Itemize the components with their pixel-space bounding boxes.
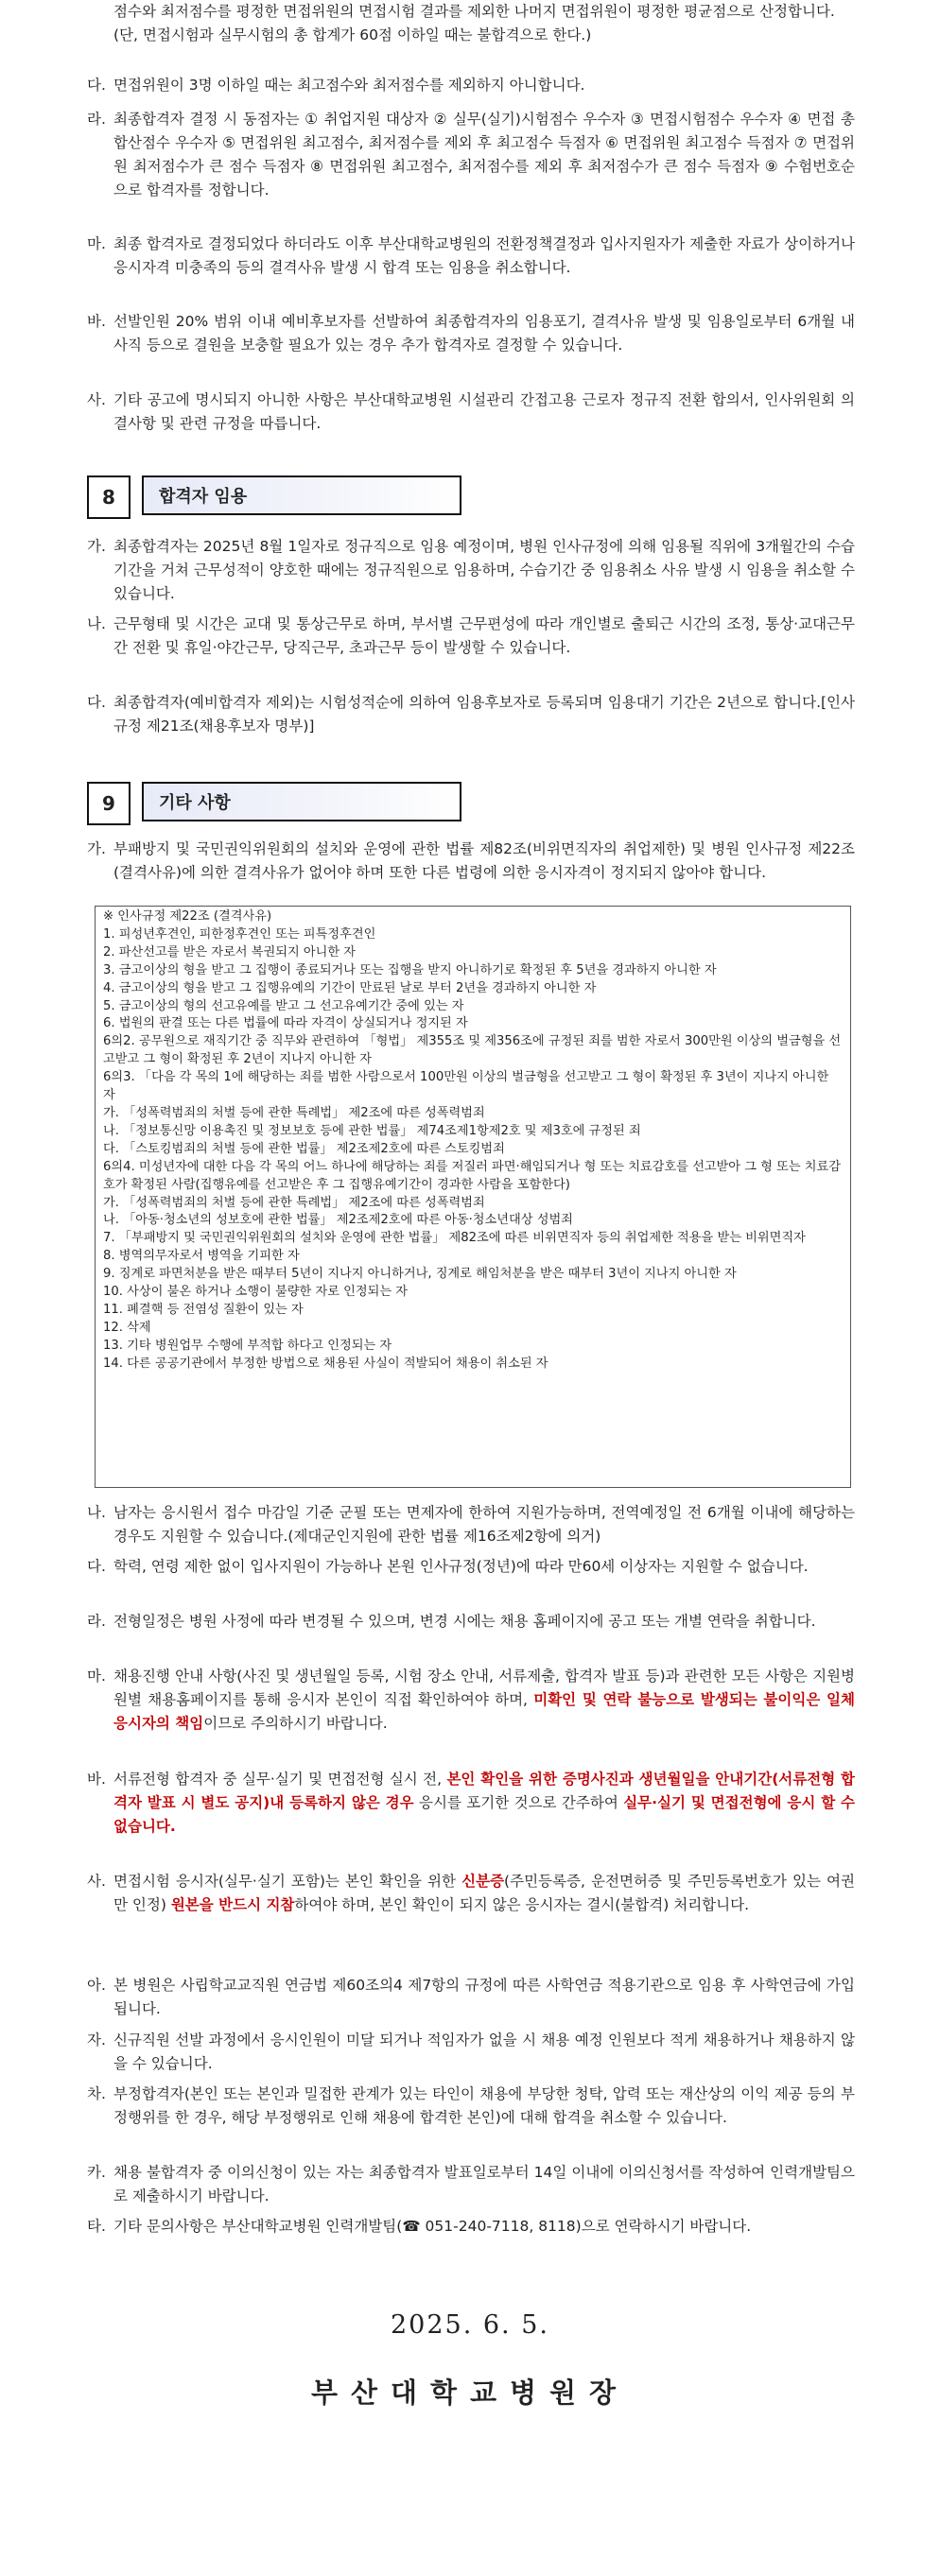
section-number: 8 — [87, 475, 131, 519]
item-marker: 사. — [87, 391, 106, 408]
section-title: 합격자 임용 — [142, 475, 461, 515]
disqualification-box — [95, 906, 851, 1488]
item-text — [113, 1768, 855, 1839]
box-line: 4. 금고이상의 형을 받고 그 집행유예의 기간이 만료된 날로 부터 2년을 경과하지 아니한 자 — [103, 980, 597, 995]
box-line: 13. 기타 병원업무 수행에 부적합 하다고 인정되는 자 — [103, 1338, 392, 1353]
item-text: 채용 불합격자 중 이의신청이 있는 자는 최종합격자 발표일로부터 14일 이내에 이의신청서를 작성하여 인력개발팀으로 제출하시기 바랍니다. — [113, 2164, 855, 2204]
item-text: 기타 공고에 명시되지 아니한 사항은 부산대학교병원 시설관리 간접고용 근로자 정규직 전환 합의서, 인사위원회 의결사항 및 관련 규정을 따릅니다. — [113, 391, 855, 432]
item-marker: 차. — [87, 2085, 106, 2102]
item-text-part: 이므로 주의하시기 바랍니다. — [203, 1715, 388, 1732]
item-marker: 다. — [87, 77, 106, 94]
item-marker: 다. — [87, 1558, 106, 1575]
item-text: 선발인원 20% 범위 이내 예비후보자를 선발하여 최종합격자의 임용포기, 결격사유 발생 및 임용일로부터 6개월 내 사직 등으로 결원을 보충할 필요가 있는 경우 추가 합격자로 결정할 수 있습니다. — [113, 313, 855, 354]
s9-item-ka — [87, 2161, 855, 2208]
item-marker: 카. — [87, 2164, 106, 2181]
s9-item-cha — [87, 2083, 855, 2130]
item-text: 기타 문의사항은 부산대학교병원 인력개발팀(☎ 051-240-7118, 8118)으로 연락하시기 바랍니다. — [113, 2218, 752, 2235]
item-da — [87, 74, 855, 97]
box-line: 5. 금고이상의 형의 선고유예를 받고 그 선고유예기간 중에 있는 자 — [103, 998, 464, 1013]
item-text: 부정합격자(본인 또는 본인과 밀접한 관계가 있는 타인이 채용에 부당한 청탁, 압력 또는 재산상의 이익 제공 등의 부정행위를 한 경우, 해당 부정행위로 인해 채용에 합격한 본인)에 대해 합격을 취소할 수 있습니다. — [113, 2085, 855, 2126]
item-marker: 마. — [87, 235, 106, 252]
item-text: 근무형태 및 시간은 교대 및 통상근무로 하며, 부서별 근무편성에 따라 개인별로 출퇴근 시간의 조정, 통상·교대근무 간 전환 및 휴일·야간근무, 당직근무, 초과근무 등이 발생할 수 있습니다. — [113, 615, 855, 656]
box-line: 6의4. 미성년자에 대한 다음 각 목의 어느 하나에 해당하는 죄를 저질러 파면·해임되거나 형 또는 치료감호를 선고받아 그 형 또는 치료감호가 확정된 사람(집행유예를 선고받은 후 그 집행유예기간이 경과한 사람을 포함한다) — [103, 1159, 841, 1192]
s9-item-ba — [87, 1768, 855, 1839]
item-marker: 나. — [87, 615, 106, 632]
item-marker: 바. — [87, 313, 106, 330]
item-text-part: 채용진행 안내 사항(사진 및 생년월일 등록, 시험 장소 안내, 서류제출, 합격자 발표 등)과 관련한 모든 사항은 지원병원별 채용홈페이지를 통해 응시자 본인이 직접 확인하여야 하며, — [113, 1668, 855, 1708]
box-line: 가. 「성폭력범죄의 처벌 등에 관한 특례법」 제2조에 따른 성폭력범죄 — [103, 1105, 485, 1120]
item-marker: 타. — [87, 2218, 106, 2235]
s9-item-ra — [87, 1610, 855, 1634]
box-line: 8. 병역의무자로서 병역을 기피한 자 — [103, 1249, 300, 1264]
box-line: ※ 인사규정 제22조 (결격사유) — [103, 909, 272, 924]
warning-text: 실무·실기 및 면접전형에 응시 할 수 없습니다. — [113, 1794, 855, 1835]
item-text-part: (주민등록증, 운전면허증 및 주민등록번호가 있는 여권만 인정) — [113, 1873, 855, 1913]
paragraph-continuation: 점수와 최저점수를 평정한 면접위원의 면접시험 결과를 제외한 나머지 면접위원이 평정한 평균점으로 산정합니다.(단, 면접시험과 실무시험의 총 합계가 60점 이하일 때는 불합격으로 한다.) — [113, 3, 835, 43]
item-marker: 바. — [87, 1771, 106, 1788]
item-text: 최종 합격자로 결정되었다 하더라도 이후 부산대학교병원의 전환정책결정과 입사지원자가 제출한 자료가 상이하거나 응시자격 미충족의 등의 결격사유 발생 시 합격 또는 임용을 취소합니다. — [113, 235, 855, 276]
s9-item-da — [87, 1555, 855, 1579]
box-line: 10. 사상이 불온 하거나 소행이 불량한 자로 인정되는 자 — [103, 1285, 409, 1300]
box-line: 9. 징계로 파면처분을 받은 때부터 5년이 지나지 아니하거나, 징계로 해임처분을 받은 때부터 3년이 지나지 아니한 자 — [103, 1267, 737, 1282]
box-line: 11. 폐결핵 등 전염성 질환이 있는 자 — [103, 1302, 304, 1317]
item-text: 부패방지 및 국민권익위원회의 설치와 운영에 관한 법률 제82조(비위면직자의 취업제한) 및 병원 인사규정 제22조(결격사유)에 의한 결격사유가 없어야 하며 또한 다른 법령에 의한 응시자격이 정지되지 않아야 합니다. — [113, 840, 855, 881]
warning-text: 원본을 반드시 지참 — [170, 1896, 295, 1913]
item-text: 최종합격자는 2025년 8월 1일자로 정규직으로 임용 예정이며, 병원 인사규정에 의해 임용될 직위에 3개월간의 수습기간을 거쳐 근무성적이 양호한 때에는 정규직원으로 임용하며, 수습기간 중 임용취소 사유 발생 시 임용을 취소할 수 있습니다. — [113, 538, 855, 602]
item-text: 면접위원이 3명 이하일 때는 최고점수와 최저점수를 제외하지 아니합니다. — [113, 77, 585, 94]
item-marker: 나. — [87, 1504, 106, 1521]
box-line: 3. 금고이상의 형을 받고 그 집행이 종료되거나 또는 집행을 받지 아니하기로 확정된 후 5년을 경과하지 아니한 자 — [103, 962, 717, 977]
s8-item-ga — [87, 535, 855, 606]
item-ma — [87, 233, 855, 280]
item-marker: 마. — [87, 1668, 106, 1685]
item-text-part: 하여야 하며, 본인 확인이 되지 않은 응시자는 결시(불합격) 처리합니다. — [294, 1896, 750, 1913]
announcement-date: 2025. 6. 5. — [391, 2310, 549, 2340]
box-line: 가. 「성폭력범죄의 처벌 등에 관한 특례법」 제2조에 따른 성폭력범죄 — [103, 1195, 485, 1210]
warning-text: 신분증 — [461, 1873, 505, 1890]
item-text: 전형일정은 병원 사정에 따라 변경될 수 있으며, 변경 시에는 채용 홈페이지에 공고 또는 개별 연락을 취합니다. — [113, 1613, 816, 1630]
warning-text: 본인 확인을 위한 증명사진과 생년월일을 안내기간(서류전형 합격자 발표 시 별도 공지)내 등록하지 않은 경우 — [113, 1771, 856, 1811]
item-text — [113, 1870, 855, 1917]
item-text: 최종합격자(예비합격자 제외)는 시험성적순에 의하여 임용후보자로 등록되며 임용대기 기간은 2년으로 합니다.[인사규정 제21조(채용후보자 명부)] — [113, 694, 855, 735]
section-number: 9 — [87, 782, 131, 825]
item-marker: 자. — [87, 2031, 106, 2049]
s9-item-sa — [87, 1870, 855, 1917]
item-text-part: 응시를 포기한 것으로 간주하여 — [413, 1794, 624, 1811]
box-line: 6의2. 공무원으로 재직기간 중 직무와 관련하여 「형법」 제355조 및 제356조에 규정된 죄를 범한 자로서 300만원 이상의 벌금형을 선고받고 그 형이 확정된 후 2년이 지나지 아니한 자 — [103, 1034, 842, 1067]
item-sa — [87, 389, 855, 436]
s8-item-na — [87, 613, 855, 660]
item-text-part: 서류전형 합격자 중 실무·실기 및 면접전형 실시 전, — [113, 1771, 447, 1788]
box-line: 나. 「정보통신망 이용촉진 및 정보보호 등에 관한 법률」 제74조제1항제2호 및 제3호에 규정된 죄 — [103, 1123, 641, 1138]
s9-item-na — [87, 1501, 855, 1548]
box-line: 7. 「부패방지 및 국민권익위원회의 설치와 운영에 관한 법률」 제82조에 따른 비위면직자 등의 취업제한 적용을 받는 비위면직자 — [103, 1231, 806, 1246]
item-marker: 가. — [87, 840, 106, 857]
item-text: 학력, 연령 제한 없이 입사지원이 가능하나 본원 인사규정(정년)에 따라 만60세 이상자는 지원할 수 없습니다. — [113, 1558, 809, 1575]
box-line: 14. 다른 공공기관에서 부정한 방법으로 채용된 사실이 적발되어 채용이 취소된 자 — [103, 1356, 548, 1371]
s9-item-ga — [87, 838, 855, 885]
item-text: 신규직원 선발 과정에서 응시인원이 미달 되거나 적임자가 없을 시 채용 예정 인원보다 적게 채용하거나 채용하지 않을 수 있습니다. — [113, 2031, 855, 2072]
s9-item-ma — [87, 1665, 855, 1736]
s9-item-ja — [87, 2029, 855, 2076]
item-marker: 가. — [87, 538, 106, 555]
s8-item-da — [87, 691, 855, 738]
item-ba — [87, 310, 855, 357]
box-line: 1. 피성년후견인, 피한정후견인 또는 피특정후견인 — [103, 926, 376, 942]
item-text: 본 병원은 사립학교교직원 연금법 제60조의4 제7항의 규정에 따른 사학연금 적용기관으로 임용 후 사학연금에 가입됩니다. — [113, 1977, 855, 2017]
item-text-part: 면접시험 응시자(실무·실기 포함)는 본인 확인을 위한 — [113, 1873, 462, 1890]
item-marker: 다. — [87, 694, 106, 711]
box-line: 6의3. 「다음 각 목의 1에 해당하는 죄를 범한 사람으로서 100만원 이상의 벌금형을 선고받고 그 형이 확정된 후 3년이 지나지 아니한 자 — [103, 1070, 829, 1103]
item-text — [113, 1665, 855, 1736]
box-line: 다. 「스토킹범죄의 처벌 등에 관한 법률」 제2조제2호에 따른 스토킹범죄 — [103, 1141, 505, 1156]
item-marker: 아. — [87, 1977, 106, 1994]
box-line: 나. 「아동·청소년의 성보호에 관한 법률」 제2조제2호에 따른 아동·청소년대상 성범죄 — [103, 1213, 573, 1228]
s9-item-a — [87, 1974, 855, 2021]
box-line: 6. 법원의 판결 또는 다른 법률에 따라 자격이 상실되거나 정지된 자 — [103, 1016, 468, 1031]
item-text: 남자는 응시원서 접수 마감일 기준 군필 또는 면제자에 한하여 지원가능하며, 전역예정일 전 6개월 이내에 해당하는 경우도 지원할 수 있습니다.(제대군인지원에 관한 법률 제16조제2항에 의거) — [113, 1504, 855, 1545]
s9-item-ta — [87, 2215, 855, 2239]
box-line: 2. 파산선고를 받은 자로서 복권되지 아니한 자 — [103, 944, 357, 960]
item-marker: 라. — [87, 111, 106, 128]
item-marker: 라. — [87, 1613, 106, 1630]
box-line: 12. 삭제 — [103, 1320, 151, 1335]
section-title: 기타 사항 — [142, 782, 461, 821]
item-ra — [87, 108, 855, 202]
item-text: 최종합격자 결정 시 동점자는 ① 취업지원 대상자 ② 실무(실기)시험점수 우수자 ③ 면접시험점수 우수자 ④ 면접 총 합산점수 우수자 ⑤ 면접위원 최고점수, 최저점수를 제외 후 최고점수 득점자 ⑥ 면접위원 최고점수 득점자 ⑦ 면접위원 최저점수가 큰 점수 득점자 ⑧ 면접위원 최고점수, 최저점수를 제외 후 최저점수가 큰 점수 득점자 ⑨ 수험번호순으로 합격자를 정합니다. — [113, 111, 855, 199]
issuer-signature: 부산대학교병원장 — [310, 2377, 630, 2409]
warning-text: 미확인 및 연락 불능으로 발생되는 불이익은 일체 응시자의 책임 — [113, 1691, 855, 1732]
item-marker: 사. — [87, 1873, 106, 1890]
